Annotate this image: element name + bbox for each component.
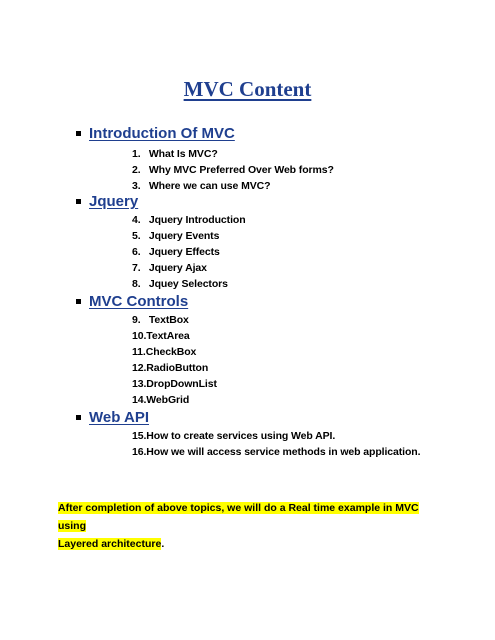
item-text: RadioButton [146, 362, 209, 374]
item-text: TextArea [146, 330, 190, 342]
item-number: 13. [132, 378, 147, 390]
item-text: Where we can use MVC? [148, 180, 271, 192]
item-number: 15. [132, 430, 147, 442]
item-text: CheckBox [145, 346, 197, 358]
item-text: How we will access service methods in web application. [146, 446, 421, 458]
item-text: DropDownList [146, 378, 217, 390]
item-number: 4. [132, 214, 141, 226]
item-number: 11. [132, 346, 146, 358]
square-bullet-icon [76, 131, 81, 136]
item-text: Why MVC Preferred Over Web forms? [148, 164, 334, 176]
section-heading-jquery [76, 193, 138, 210]
item-text: Jquery Effects [148, 246, 220, 258]
square-bullet-icon [76, 415, 81, 420]
item-number: 5. [132, 230, 141, 242]
item-text: Jquey Selectors [148, 278, 228, 290]
list-item [132, 330, 190, 342]
section-label: Web API [89, 409, 150, 426]
item-text: Jquery Introduction [148, 214, 246, 226]
section-heading-web-api [76, 409, 149, 426]
list-item [132, 346, 196, 358]
square-bullet-icon [76, 199, 81, 204]
item-text: What Is MVC? [148, 148, 218, 160]
item-number: 16. [132, 446, 147, 458]
section-label: Introduction Of MVC [89, 125, 235, 142]
item-number: 9. [132, 314, 141, 326]
item-number: 3. [132, 180, 141, 192]
section-label: Jquery [89, 193, 139, 210]
list-item [132, 314, 189, 326]
list-item [132, 394, 189, 406]
list-item [132, 164, 334, 176]
highlighted-text: Layered architecture [58, 538, 162, 550]
list-item [132, 446, 420, 458]
item-number: 12. [132, 362, 147, 374]
page-title: MVC Content [183, 77, 312, 101]
list-item [132, 246, 220, 258]
list-item [132, 180, 270, 192]
item-number: 14. [132, 394, 147, 406]
section-heading-mvc-controls [76, 293, 188, 310]
section-heading-introduction [76, 125, 235, 142]
list-item [132, 278, 228, 290]
item-text: How to create services using Web API. [146, 430, 336, 442]
list-item [132, 362, 208, 374]
item-number: 2. [132, 164, 141, 176]
item-text: Jquery Ajax [148, 262, 207, 274]
list-item [132, 430, 335, 442]
item-number: 1. [132, 148, 141, 160]
item-number: 8. [132, 278, 141, 290]
section-label: MVC Controls [89, 293, 189, 310]
item-text: TextBox [148, 314, 189, 326]
item-number: 10. [132, 330, 147, 342]
item-text: Jquery Events [148, 230, 220, 242]
list-item [132, 214, 246, 226]
footer-note [58, 499, 448, 553]
item-text: WebGrid [146, 394, 190, 406]
item-number: 7. [132, 262, 141, 274]
highlighted-text: After completion of above topics, we will do a Real time example in MVC using [58, 502, 419, 532]
list-item [132, 378, 217, 390]
list-item [132, 262, 207, 274]
square-bullet-icon [76, 299, 81, 304]
list-item [132, 230, 219, 242]
footer-period: . [161, 538, 165, 550]
list-item [132, 148, 218, 160]
item-number: 6. [132, 246, 141, 258]
